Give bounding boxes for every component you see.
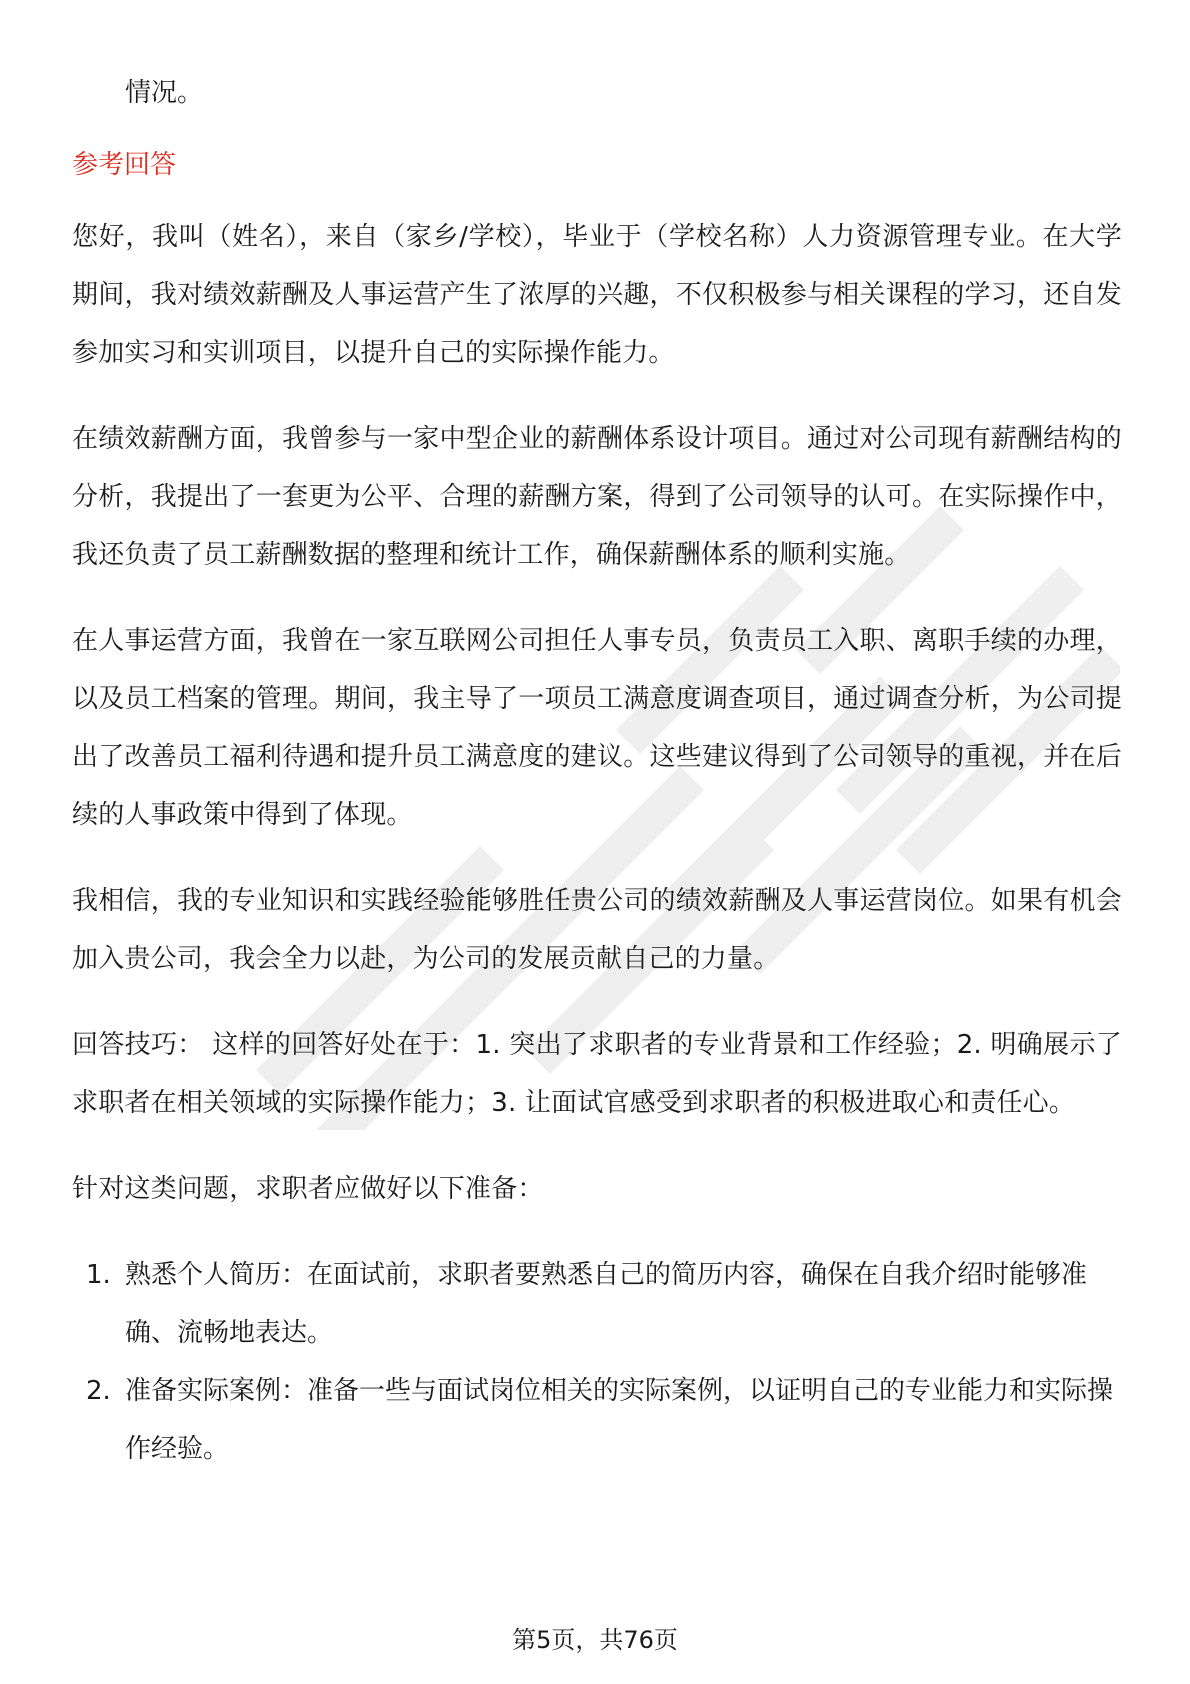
answer-paragraph-hr-operations: 在人事运营方面，我曾在一家互联网公司担任人事专员，负责员工入职、离职手续的办理，以及员工档案的管理。期间，我主导了一项员工满意度调查项目，通过调查分析，为公司提出了改善员工福利待遇和提升员工满意度的建议。这些建议得到了公司领导的重视，并在后续的人事政策中得到了体现。: [72, 626, 1122, 830]
section-heading: 参考回答: [72, 150, 177, 180]
list-item-text: 熟悉个人简历：在面试前，求职者要熟悉自己的简历内容，确保在自我介绍时能够准确、流畅地表达。: [125, 1260, 1088, 1348]
answer-tips-paragraph: 回答技巧： 这样的回答好处在于：1. 突出了求职者的专业背景和工作经验；2. 明确展示了求职者在相关领域的实际操作能力；3. 让面试官感受到求职者的积极进取心和责任心。: [72, 1030, 1122, 1118]
list-item-number: 2.: [86, 1376, 111, 1406]
preparation-intro: 针对这类问题，求职者应做好以下准备：: [72, 1174, 544, 1204]
preparation-list: [72, 1246, 1122, 1478]
list-item: [72, 1362, 1122, 1478]
answer-paragraph-compensation: 在绩效薪酬方面，我曾参与一家中型企业的薪酬体系设计项目。通过对公司现有薪酬结构的分析，我提出了一套更为公平、合理的薪酬方案，得到了公司领导的认可。在实际操作中，我还负责了员工薪酬数据的整理和统计工作，确保薪酬体系的顺利实施。: [72, 424, 1122, 570]
list-item-number: 1.: [86, 1260, 111, 1290]
document-body: [72, 64, 1122, 1478]
continuation-line: 情况。: [125, 78, 204, 108]
answer-paragraph-closing: 我相信，我的专业知识和实践经验能够胜任贵公司的绩效薪酬及人事运营岗位。如果有机会加入贵公司，我会全力以赴，为公司的发展贡献自己的力量。: [72, 886, 1122, 974]
list-item-text: 准备实际案例：准备一些与面试岗位相关的实际案例，以证明自己的专业能力和实际操作经验。: [125, 1376, 1114, 1464]
answer-paragraph-intro: 您好，我叫（姓名），来自（家乡/学校），毕业于（学校名称）人力资源管理专业。在大学期间，我对绩效薪酬及人事运营产生了浓厚的兴趣，不仅积极参与相关课程的学习，还自发参加实习和实训项目，以提升自己的实际操作能力。: [72, 222, 1122, 368]
page-number-footer: 第5页，共76页: [512, 1626, 678, 1654]
list-item: [72, 1246, 1122, 1362]
